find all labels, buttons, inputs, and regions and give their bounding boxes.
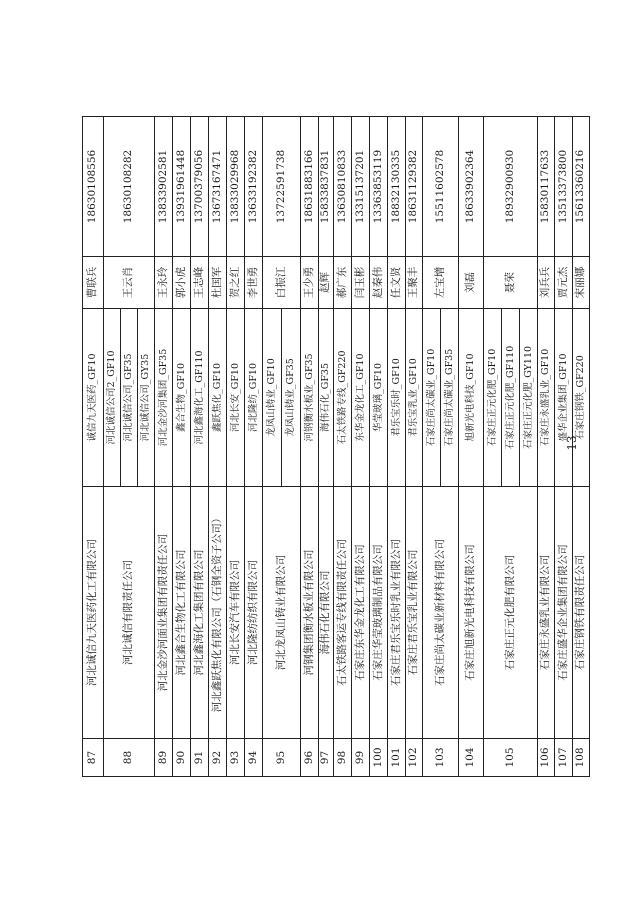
row-number: 100 bbox=[370, 739, 388, 777]
contact-phone: 13833902581 bbox=[155, 117, 173, 257]
row-number: 91 bbox=[191, 739, 209, 777]
contact-person: 闫玉彬 bbox=[352, 257, 370, 309]
table-row bbox=[334, 117, 352, 777]
company-name: 河北隆纺纺织有限公司 bbox=[245, 487, 263, 739]
contact-phone: 13630810833 bbox=[334, 117, 352, 257]
contact-person: 杜国军 bbox=[209, 257, 227, 309]
company-name: 石家庄君乐宝乐时乳业有限公司 bbox=[388, 487, 406, 739]
contact-person: 白振江 bbox=[263, 257, 301, 309]
unit-name: 鑫跃焦化_GF10 bbox=[209, 309, 227, 487]
row-number: 101 bbox=[388, 739, 406, 777]
table-row bbox=[83, 117, 104, 777]
unit-name: 河北鑫海化工_GF110 bbox=[191, 309, 209, 487]
contact-phone: 15511602578 bbox=[423, 117, 459, 257]
unit-name: 石家庄钢铁_GF220 bbox=[573, 309, 590, 487]
contact-phone: 13722591738 bbox=[263, 117, 301, 257]
table-row bbox=[459, 117, 484, 777]
unit-name: 石太铁路专线_GF220 bbox=[334, 309, 352, 487]
contact-person: 左宝增 bbox=[423, 257, 459, 309]
company-name: 河北鑫海化工集团有限公司 bbox=[191, 487, 209, 739]
contact-person: 贾元杰 bbox=[555, 257, 573, 309]
unit-name: 君乐宝乳业_GF10 bbox=[406, 309, 423, 487]
row-number: 90 bbox=[173, 739, 191, 777]
company-name: 石家庄华莹玻璃制品有限公司 bbox=[370, 487, 388, 739]
row-number: 99 bbox=[352, 739, 370, 777]
row-number: 89 bbox=[155, 739, 173, 777]
unit-name: 华莹玻璃_GF10 bbox=[370, 309, 388, 487]
unit-name: 旭新光电科技_GF10 bbox=[459, 309, 484, 487]
unit-name: 河北长安_GF10 bbox=[227, 309, 245, 487]
table-row bbox=[319, 117, 334, 777]
table-row bbox=[484, 117, 502, 777]
unit-name: 河北诚信公司2_GF10 bbox=[104, 309, 121, 487]
row-number: 104 bbox=[459, 739, 484, 777]
table-row bbox=[173, 117, 191, 777]
row-number: 93 bbox=[227, 739, 245, 777]
company-name: 河北长安汽车有限公司 bbox=[227, 487, 245, 739]
contact-person: 赵秦伟 bbox=[370, 257, 388, 309]
unit-name: 君乐宝乐时_GF10 bbox=[388, 309, 406, 487]
unit-name: 龙凤山铸业_GF35 bbox=[282, 309, 301, 487]
contact-phone: 13931961448 bbox=[173, 117, 191, 257]
company-name: 河北龙凤山铸业有限公司 bbox=[263, 487, 301, 739]
contact-person: 王云肖 bbox=[104, 257, 155, 309]
page-number: - 13 - bbox=[565, 427, 579, 459]
row-number: 92 bbox=[209, 739, 227, 777]
table-row bbox=[191, 117, 209, 777]
unit-name: 诚信九天医药_GF10 bbox=[83, 309, 104, 487]
unit-name: 河北诚信公司_GY35 bbox=[138, 309, 155, 487]
contact-person: 赵辉 bbox=[319, 257, 334, 309]
table-row bbox=[370, 117, 388, 777]
contact-phone: 18630108556 bbox=[83, 117, 104, 257]
contact-person: 任文贤 bbox=[388, 257, 406, 309]
contact-person: 聂荣 bbox=[484, 257, 538, 309]
contact-person: 李世勇 bbox=[245, 257, 263, 309]
row-number: 107 bbox=[555, 739, 573, 777]
table-row bbox=[104, 117, 121, 777]
company-name: 河北金沙河面业集团有限责任公司 bbox=[155, 487, 173, 739]
contact-phone: 13833029968 bbox=[227, 117, 245, 257]
unit-name: 河钢衡水板业_GF35 bbox=[301, 309, 319, 487]
contact-person: 曹联兵 bbox=[83, 257, 104, 309]
contact-person: 王永玲 bbox=[155, 257, 173, 309]
unit-name: 鑫合生物_GF10 bbox=[173, 309, 191, 487]
row-number: 108 bbox=[573, 739, 590, 777]
contact-person: 宋丽娜 bbox=[573, 257, 590, 309]
table-row bbox=[388, 117, 406, 777]
contact-phone: 18633902364 bbox=[459, 117, 484, 257]
row-number: 96 bbox=[301, 739, 319, 777]
contact-phone: 13633192382 bbox=[245, 117, 263, 257]
contact-phone: 18932900930 bbox=[484, 117, 538, 257]
row-number: 102 bbox=[406, 739, 423, 777]
company-name: 石家庄旭新光电科技有限公司 bbox=[459, 487, 484, 739]
row-number: 106 bbox=[538, 739, 555, 777]
company-name: 河钢集团衡水板业有限公司 bbox=[301, 487, 319, 739]
contact-phone: 15830117633 bbox=[538, 117, 555, 257]
contact-phone: 18631883166 bbox=[301, 117, 319, 257]
table-row bbox=[423, 117, 441, 777]
table-row bbox=[352, 117, 370, 777]
row-number: 94 bbox=[245, 739, 263, 777]
company-name: 石家庄君乐宝乳业有限公司 bbox=[406, 487, 423, 739]
company-name: 石家庄钢铁有限责任公司 bbox=[573, 487, 590, 739]
company-name: 河北鑫合生物化工有限公司 bbox=[173, 487, 191, 739]
contact-phone: 18630108282 bbox=[104, 117, 155, 257]
table-row bbox=[406, 117, 423, 777]
table-row bbox=[263, 117, 282, 777]
unit-name: 石家庄尚太碳业_GF10 bbox=[423, 309, 441, 487]
company-name: 河北诚信九天医药化工有限公司 bbox=[83, 487, 104, 739]
row-number: 88 bbox=[104, 739, 155, 777]
unit-name: 石家庄正元化肥_GY110 bbox=[520, 309, 538, 487]
table-row bbox=[245, 117, 263, 777]
contact-phone: 18832130335 bbox=[388, 117, 406, 257]
unit-name: 石家庄尚太碳业_GF35 bbox=[441, 309, 459, 487]
company-name: 河北诚信有限责任公司 bbox=[104, 487, 155, 739]
unit-name: 河北诚信公司_GF35 bbox=[121, 309, 138, 487]
row-number: 87 bbox=[83, 739, 104, 777]
unit-name: 龙凤山铸业_GF10 bbox=[263, 309, 282, 487]
contact-phone: 15613360216 bbox=[573, 117, 590, 257]
table-frame bbox=[82, 117, 587, 777]
contact-phone: 18631129382 bbox=[406, 117, 423, 257]
contact-person: 郭小虎 bbox=[173, 257, 191, 309]
contact-person: 贺之红 bbox=[227, 257, 245, 309]
unit-name: 石家庄正元化肥_GF10 bbox=[484, 309, 502, 487]
company-name: 石家庄正元化肥有限公司 bbox=[484, 487, 538, 739]
contact-person: 郝广东 bbox=[334, 257, 352, 309]
company-name: 河北鑫跃焦化有限公司（石钢全资子公司） bbox=[209, 487, 227, 739]
company-name: 海伟石化有限公司 bbox=[319, 487, 334, 739]
company-name: 石家庄盛华企业集团有限公司 bbox=[555, 487, 573, 739]
contact-person: 王聚丰 bbox=[406, 257, 423, 309]
table-row bbox=[209, 117, 227, 777]
company-name: 石太铁路客运专线有限责任公司 bbox=[334, 487, 352, 739]
contact-phone: 13700379056 bbox=[191, 117, 209, 257]
company-name: 石家庄尚太碳业新材料有限公司 bbox=[423, 487, 459, 739]
row-number: 97 bbox=[319, 739, 334, 777]
company-name: 石家庄永盛乳业有限公司 bbox=[538, 487, 555, 739]
table-row bbox=[227, 117, 245, 777]
contact-person: 刘兵兵 bbox=[538, 257, 555, 309]
contact-phone: 13513373800 bbox=[555, 117, 573, 257]
row-number: 103 bbox=[423, 739, 459, 777]
contact-table bbox=[82, 116, 590, 777]
unit-name: 东华金龙化工_GF10 bbox=[352, 309, 370, 487]
unit-name: 海伟石化_GF35 bbox=[319, 309, 334, 487]
unit-name: 石家庄正元化肥_GF110 bbox=[502, 309, 520, 487]
table-row bbox=[155, 117, 173, 777]
table-row bbox=[538, 117, 555, 777]
unit-name: 石家庄永盛乳业_GF10 bbox=[538, 309, 555, 487]
unit-name: 盛华企业集团_GF10 bbox=[555, 309, 573, 487]
contact-phone: 13673167471 bbox=[209, 117, 227, 257]
contact-person: 刘磊 bbox=[459, 257, 484, 309]
row-number: 98 bbox=[334, 739, 352, 777]
unit-name: 河北隆纺_GF10 bbox=[245, 309, 263, 487]
company-name: 石家庄东华金龙化工有限公司 bbox=[352, 487, 370, 739]
contact-person: 王志峰 bbox=[191, 257, 209, 309]
contact-phone: 13363853119 bbox=[370, 117, 388, 257]
contact-person: 王少勇 bbox=[301, 257, 319, 309]
table-row bbox=[301, 117, 319, 777]
row-number: 105 bbox=[484, 739, 538, 777]
contact-phone: 15833837831 bbox=[319, 117, 334, 257]
unit-name: 河北金沙河集团_GF35 bbox=[155, 309, 173, 487]
row-number: 95 bbox=[263, 739, 301, 777]
contact-phone: 13315137201 bbox=[352, 117, 370, 257]
